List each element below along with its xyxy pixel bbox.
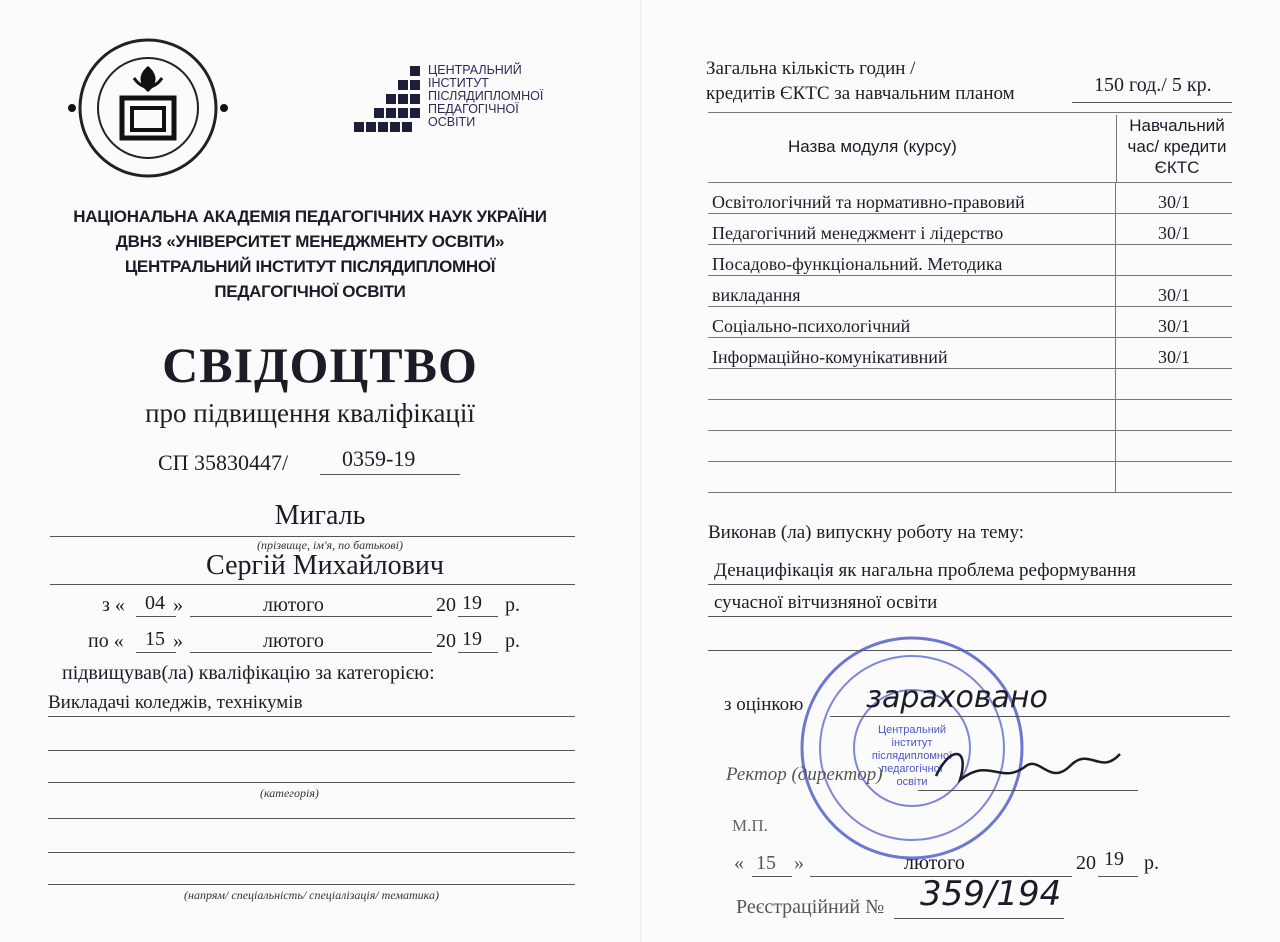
stamp-line: Центральний: [877, 724, 947, 736]
total-hours-value: 150 год./ 5 кр.: [1094, 74, 1212, 96]
module-credits: [1116, 245, 1233, 276]
document-subtitle: про підвищення кваліфікації: [145, 398, 475, 428]
grade-underline: [830, 716, 1230, 717]
category-value: Викладачі коледжів, технікумів: [48, 692, 303, 713]
date-to-suffix: р.: [505, 630, 520, 652]
surname: Мигаль: [274, 500, 366, 531]
module-credits: 30/1: [1116, 307, 1233, 338]
stamp-line: освіти: [896, 776, 928, 788]
underline: [136, 652, 176, 653]
given-names: Сергій Михайлович: [206, 550, 444, 581]
number-underline: [320, 474, 460, 475]
rector-label: Ректор (директор): [726, 764, 883, 785]
total-underline: [1072, 102, 1232, 103]
registration-number: 359/194: [920, 874, 1062, 914]
date-from-day: 04: [145, 592, 165, 614]
date-to-year: 19: [462, 628, 482, 650]
table-row: [708, 276, 1232, 307]
org-line: ПЕДАГОГІЧНОЇ ОСВІТИ: [214, 282, 406, 301]
empty-cell: [1116, 400, 1233, 431]
date-from-quote: »: [173, 594, 183, 616]
thesis-underline: [708, 584, 1232, 585]
module-name: Педагогічний менеджмент і лідерство: [708, 214, 1116, 245]
table-row: [708, 214, 1232, 245]
direction-underline: [48, 852, 575, 853]
empty-cell: [708, 462, 1116, 493]
table-row: [708, 431, 1232, 462]
module-credits: 30/1: [1116, 338, 1233, 369]
logo-text-line: ІНСТИТУТ: [428, 76, 489, 90]
mp-label: М.П.: [732, 816, 768, 835]
modules-table-header: [708, 112, 1232, 183]
grade-label: з оцінкою: [724, 694, 804, 715]
date-from-year-prefix: 20: [436, 594, 456, 616]
direction-hint: (напрям/ спеціальність/ спеціалізація/ тематика): [184, 888, 439, 902]
signature-underline: [918, 790, 1138, 791]
empty-cell: [708, 431, 1116, 462]
document-title: СВІДОЦТВО: [162, 337, 478, 393]
date-prefix: «: [734, 852, 744, 874]
header-module-name: Назва модуля (курсу): [788, 137, 957, 156]
date-suffix: р.: [1144, 852, 1159, 874]
empty-cell: [708, 400, 1116, 431]
module-name: викладання: [708, 276, 1116, 307]
category-underline: [48, 782, 575, 783]
table-row: [708, 245, 1232, 276]
logo-text-line: ПЕДАГОГІЧНОЇ: [428, 102, 519, 116]
table-row: [708, 400, 1232, 431]
empty-cell: [1116, 462, 1233, 493]
direction-underline: [48, 884, 575, 885]
institute-logo-text: [428, 64, 543, 129]
total-hours-label: [706, 56, 1015, 106]
institute-pixel-logo: [350, 64, 428, 136]
table-row: [708, 307, 1232, 338]
thesis-line-2: сучасної вітчизняної освіти: [714, 592, 938, 613]
underline: [136, 616, 176, 617]
date-to-year-prefix: 20: [436, 630, 456, 652]
logo-text-line: ОСВІТИ: [428, 115, 476, 129]
table-row: [708, 462, 1232, 493]
registration-underline: [894, 918, 1064, 919]
organization-header: [20, 204, 600, 304]
module-credits: 30/1: [1116, 183, 1233, 214]
date-to-prefix: по «: [88, 630, 124, 652]
direction-underline: [48, 818, 575, 819]
category-hint: (категорія): [260, 786, 319, 800]
category-underline: [48, 750, 575, 751]
date-year-prefix: 20: [1076, 852, 1096, 874]
module-name: Посадово-функціональний. Методика: [708, 245, 1116, 276]
module-credits: 30/1: [1116, 276, 1233, 307]
date-to-day: 15: [145, 628, 165, 650]
underline: [1098, 876, 1138, 877]
name-underline: [50, 536, 575, 537]
underline: [458, 652, 498, 653]
header-credits: Навчальний час/ кредити ЄКТС: [1116, 115, 1237, 183]
category-underline: [48, 716, 575, 717]
certificate-number-prefix: СП 35830447/: [158, 450, 289, 475]
modules-table: [708, 182, 1232, 493]
thesis-label: Виконав (ла) випускну роботу на тему:: [708, 522, 1024, 543]
name-hint: (прізвище, ім'я, по батькові): [257, 538, 403, 552]
table-row: [708, 338, 1232, 369]
date-from-suffix: р.: [505, 594, 520, 616]
logo-text-line: ПІСЛЯДИПЛОМНОЇ: [428, 89, 544, 103]
date-to-quote: »: [173, 630, 183, 652]
org-line: ДВНЗ «УНІВЕРСИТЕТ МЕНЕДЖМЕНТУ ОСВІТИ»: [115, 232, 505, 251]
underline: [190, 652, 432, 653]
date-from-prefix: з «: [102, 594, 125, 616]
rector-signature: [930, 736, 1130, 798]
module-credits: 30/1: [1116, 214, 1233, 245]
date-from-year: 19: [462, 592, 482, 614]
academy-emblem-logo: [62, 36, 238, 182]
date-month: лютого: [904, 852, 965, 874]
underline: [190, 616, 432, 617]
date-from-month: лютого: [263, 594, 324, 616]
table-row: [708, 369, 1232, 400]
module-name: Освітологічний та нормативно-правовий: [708, 183, 1116, 214]
date-from: [102, 594, 125, 617]
date-day: 15: [756, 852, 776, 874]
module-name: Соціально-психологічний: [708, 307, 1116, 338]
stamp-line: педагогічної: [881, 763, 943, 775]
table-row: [708, 183, 1232, 214]
empty-cell: [708, 369, 1116, 400]
org-line: ЦЕНТРАЛЬНИЙ ІНСТИТУТ ПІСЛЯДИПЛОМНОЇ: [124, 257, 496, 276]
module-name: Інформаційно-комунікативний: [708, 338, 1116, 369]
underline: [458, 616, 498, 617]
grade-value: зараховано: [866, 680, 1048, 715]
category-intro: підвищував(ла) кваліфікацію за категорією:: [62, 662, 435, 684]
date-year: 19: [1104, 848, 1124, 870]
date-to-month: лютого: [263, 630, 324, 652]
certificate-number: 0359-19: [342, 446, 416, 471]
empty-cell: [1116, 431, 1233, 462]
thesis-line-1: Денацифікація як нагальна проблема реформування: [714, 560, 1136, 581]
empty-cell: [1116, 369, 1233, 400]
date-quote: »: [794, 852, 804, 874]
total-label-line: Загальна кількість годин /: [706, 58, 916, 79]
thesis-underline: [708, 616, 1232, 617]
stamp-line: інститут: [891, 737, 933, 749]
logo-text-line: ЦЕНТРАЛЬНИЙ: [428, 63, 522, 77]
given-names-underline: [50, 584, 575, 585]
registration-label: Реєстраційний №: [736, 896, 885, 918]
org-line: НАЦІОНАЛЬНА АКАДЕМІЯ ПЕДАГОГІЧНИХ НАУК УКРАЇНИ: [73, 207, 547, 226]
underline: [752, 876, 792, 877]
stamp-line: післядипломної: [871, 750, 953, 762]
total-label-line: кредитів ЄКТС за навчальним планом: [706, 83, 1015, 104]
